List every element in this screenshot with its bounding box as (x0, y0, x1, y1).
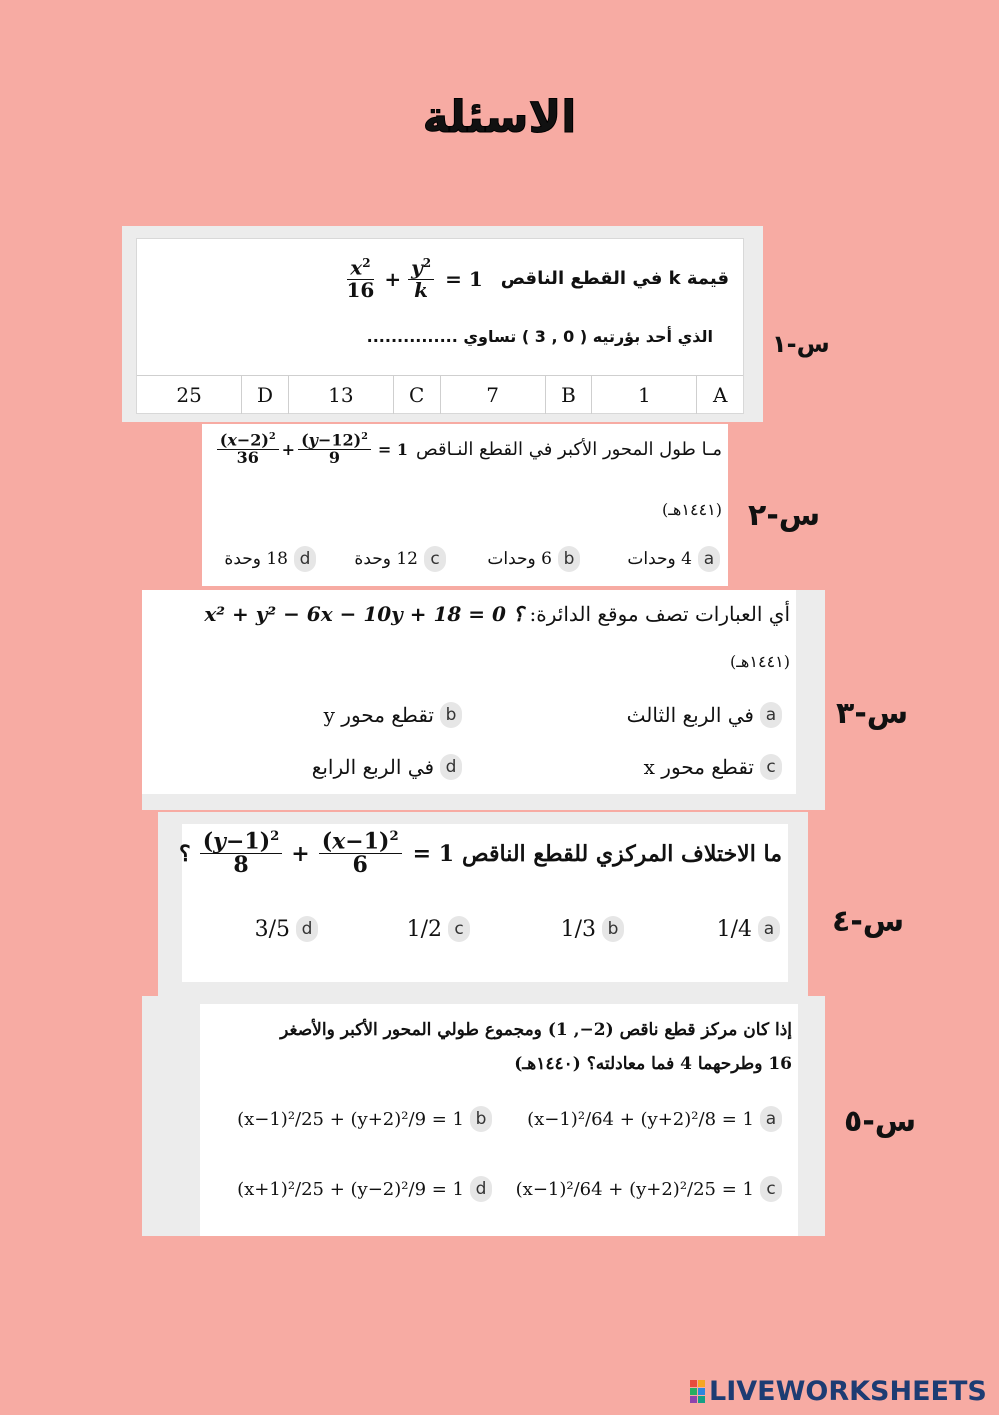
question-text-2: 16 وطرحهما 4 فما معادلته؟ (١٤٤٠هـ) (514, 1054, 792, 1074)
option-letter-c: C (394, 376, 441, 414)
option-letter-d: d (296, 916, 318, 942)
option-text-a: في الربع الثالث (626, 703, 754, 727)
option-letter-a: a (760, 702, 782, 728)
option-a[interactable] (627, 702, 782, 728)
option-text-d: (x+1)²/25 + (y−2)²/9 = 1 (237, 1178, 464, 1200)
option-a[interactable] (527, 1106, 782, 1132)
option-d[interactable] (312, 754, 462, 780)
option-letter-b: b (558, 546, 580, 572)
logo-square (698, 1380, 705, 1387)
question-label-2: س-٢ (748, 498, 821, 533)
option-text-c: 12 وحدة (354, 549, 418, 569)
question-text: إذا كان مركز قطع ناقص (2−, 1) ومجموع طولي المحور الأكبر والأصغر (280, 1020, 792, 1040)
option-c[interactable] (407, 916, 470, 942)
option-a[interactable] (627, 546, 720, 572)
option-text-a: 4 وحدات (627, 549, 692, 569)
option-c[interactable] (354, 546, 446, 572)
option-text-c: (x−1)²/64 + (y+2)²/25 = 1 (515, 1178, 754, 1200)
option-text-c: تقطع محور x (643, 755, 754, 779)
equation: $\frac{(x-2)^2}{36}$ + $\frac{(y-12)^2}{9}$ = 1 (214, 432, 408, 467)
option-letter-a: a (760, 1106, 782, 1132)
option-c[interactable] (516, 1176, 782, 1202)
option-text-d: في الربع الرابع (311, 755, 434, 779)
question-label-1: س-١ (772, 330, 830, 358)
option-text-d: 3/5 (254, 916, 290, 942)
question-card-3 (142, 590, 825, 810)
page-title: الاسئلة (422, 92, 577, 143)
question-year: (١٤٤١هـ) (662, 500, 722, 519)
question-text-2: الذي أحد بؤرتيه ( 0 , 3 ) تساوي ............... (366, 327, 713, 346)
question-text: أي العبارات تصف موقع الدائرة: (529, 602, 790, 626)
question-card-1 (122, 226, 763, 422)
option-value-b[interactable]: 7 (441, 376, 546, 414)
option-b[interactable] (324, 702, 462, 728)
question-card-2 (202, 424, 728, 586)
question-card-5 (142, 996, 825, 1236)
logo-square (698, 1388, 705, 1395)
question-text: ما الاختلاف المركزي للقطع الناقص (462, 840, 782, 867)
brand-name: LIVEWORKSHEETS (709, 1376, 987, 1407)
option-d[interactable] (224, 546, 316, 572)
option-letter-d: d (294, 546, 316, 572)
option-letter-c: c (424, 546, 446, 572)
liveworksheets-logo-icon (690, 1380, 705, 1403)
option-letter-d: D (242, 376, 289, 414)
question-text: مـا طول المحور الأكبر في القطع النـاقص (415, 438, 722, 460)
option-d[interactable] (255, 916, 318, 942)
option-letter-b: b (440, 702, 462, 728)
liveworksheets-logo[interactable] (690, 1376, 987, 1407)
option-letter-c: c (760, 754, 782, 780)
option-text-b: 1/3 (560, 916, 596, 942)
equation: $\frac{x^2}{16}$ + $\frac{y^2}{k}$ = 1 (346, 255, 483, 302)
option-b[interactable] (237, 1106, 492, 1132)
option-letter-b: b (602, 916, 624, 942)
question-card-4 (158, 812, 808, 996)
option-text-d: 18 وحدة (224, 549, 288, 569)
option-letter-a: a (758, 916, 780, 942)
option-value-c[interactable]: 13 (289, 376, 394, 414)
question-label-4: س-٤ (832, 904, 905, 939)
option-b[interactable] (487, 546, 580, 572)
logo-square (690, 1396, 697, 1403)
option-letter-d: d (470, 1176, 492, 1202)
logo-square (690, 1380, 697, 1387)
option-letter-a: a (698, 546, 720, 572)
question-label-5: س-٥ (844, 1104, 917, 1139)
option-letter-d: d (440, 754, 462, 780)
option-d[interactable] (237, 1176, 492, 1202)
options-table (137, 375, 743, 414)
option-text-b: (x−1)²/25 + (y+2)²/9 = 1 (237, 1108, 464, 1130)
option-c[interactable] (644, 754, 782, 780)
option-text-c: 1/2 (406, 916, 442, 942)
option-value-d[interactable]: 25 (137, 376, 242, 414)
option-text-a: 1/4 (716, 916, 752, 942)
option-text-b: تقطع محور y (323, 703, 434, 727)
option-letter-c: c (760, 1176, 782, 1202)
option-letter-a: A (712, 383, 728, 407)
option-a[interactable] (717, 916, 780, 942)
option-letter-b: B (546, 376, 593, 414)
option-b[interactable] (561, 916, 624, 942)
option-value-a[interactable]: 1 (592, 376, 697, 414)
option-letter-c: c (448, 916, 470, 942)
equation: x² + y² − 6x − 10y + 18 = 0 ؟ (204, 602, 524, 626)
question-text: قيمة k في القطع الناقص (500, 268, 729, 290)
option-text-a: (x−1)²/64 + (y+2)²/8 = 1 (527, 1108, 754, 1130)
logo-square (690, 1388, 697, 1395)
question-label-3: س-٣ (836, 696, 909, 731)
option-letter-b: b (470, 1106, 492, 1132)
equation: ؟ $\frac{(y-1)^2}{8}$ + $\frac{(x-1)^2}{6}$ = 1 (179, 828, 455, 879)
option-text-b: 6 وحدات (487, 549, 552, 569)
question-year: (١٤٤١هـ) (730, 652, 790, 671)
logo-square (698, 1396, 705, 1403)
